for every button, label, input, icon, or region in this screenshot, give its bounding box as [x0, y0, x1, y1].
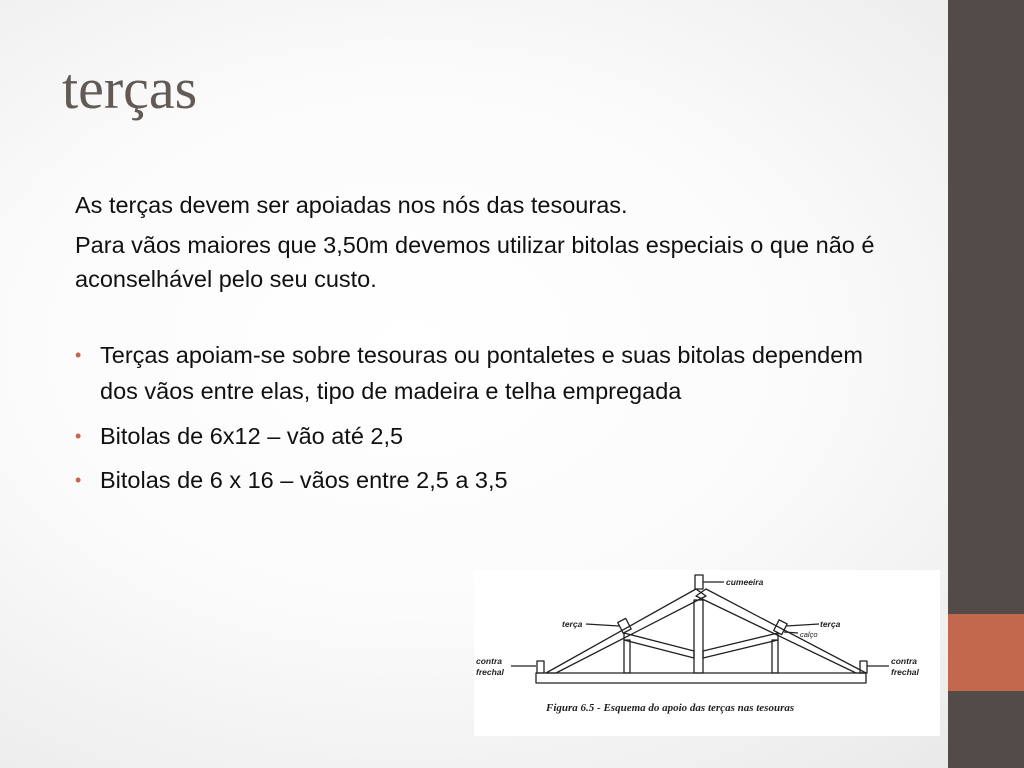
bullet-item: [75, 418, 890, 455]
label-calco: calço: [800, 630, 818, 639]
bullet-text: Bitolas de 6 x 16 – vãos entre 2,5 a 3,5: [100, 467, 508, 493]
bullet-dot-icon: •: [75, 344, 82, 365]
bullet-dot-icon: •: [75, 470, 82, 490]
paragraph-2: Para vãos maiores que 3,50m devemos utilizar bitolas especiais o que não é aconselhável pelo seu custo.: [75, 231, 875, 292]
label-terca-left: terça: [562, 619, 583, 629]
left-purlin: [618, 618, 631, 633]
label-terca-right: terça: [820, 619, 841, 629]
bullet-dot-icon: •: [75, 425, 82, 446]
right-strut: [703, 633, 778, 658]
right-accent-block: [948, 614, 1024, 691]
right-post: [772, 640, 778, 673]
leader-terca-right: [786, 624, 819, 626]
right-rafter: [696, 589, 866, 673]
bullet-item: [75, 337, 890, 410]
bullet-text: Terças apoiam-se sobre tesouras ou pontaletes e suas bitolas dependem dos vãos entre elas, tipo de madeira e telha empregada: [100, 341, 863, 404]
left-plate: [537, 661, 544, 673]
slide-title: terças: [62, 56, 198, 121]
label-frechal-right: frechal: [891, 667, 919, 677]
label-contra-left: contra: [476, 656, 502, 666]
bullet-text: Bitolas de 6x12 – vão até 2,5: [100, 422, 404, 449]
ridge-purlin: [695, 575, 703, 589]
bullet-list: [75, 337, 890, 499]
figure-caption: Figura 6.5 - Esquema do apoio das terças nas tesouras: [546, 702, 795, 714]
label-frechal-left: frechal: [476, 667, 504, 677]
label-contra-right: contra: [891, 656, 917, 666]
slide-body: [75, 188, 890, 507]
king-post: [694, 600, 703, 673]
paragraph-1: As terças devem ser apoiadas nos nós das tesouras.: [75, 192, 628, 218]
label-cumeeira: cumeeira: [726, 577, 764, 587]
left-strut: [624, 633, 694, 658]
left-post: [624, 640, 630, 673]
leader-calco: [784, 632, 798, 633]
bottom-chord: [536, 673, 866, 683]
leader-terca-left: [586, 624, 619, 626]
truss-figure: [474, 570, 940, 736]
bullet-item: [75, 462, 890, 499]
